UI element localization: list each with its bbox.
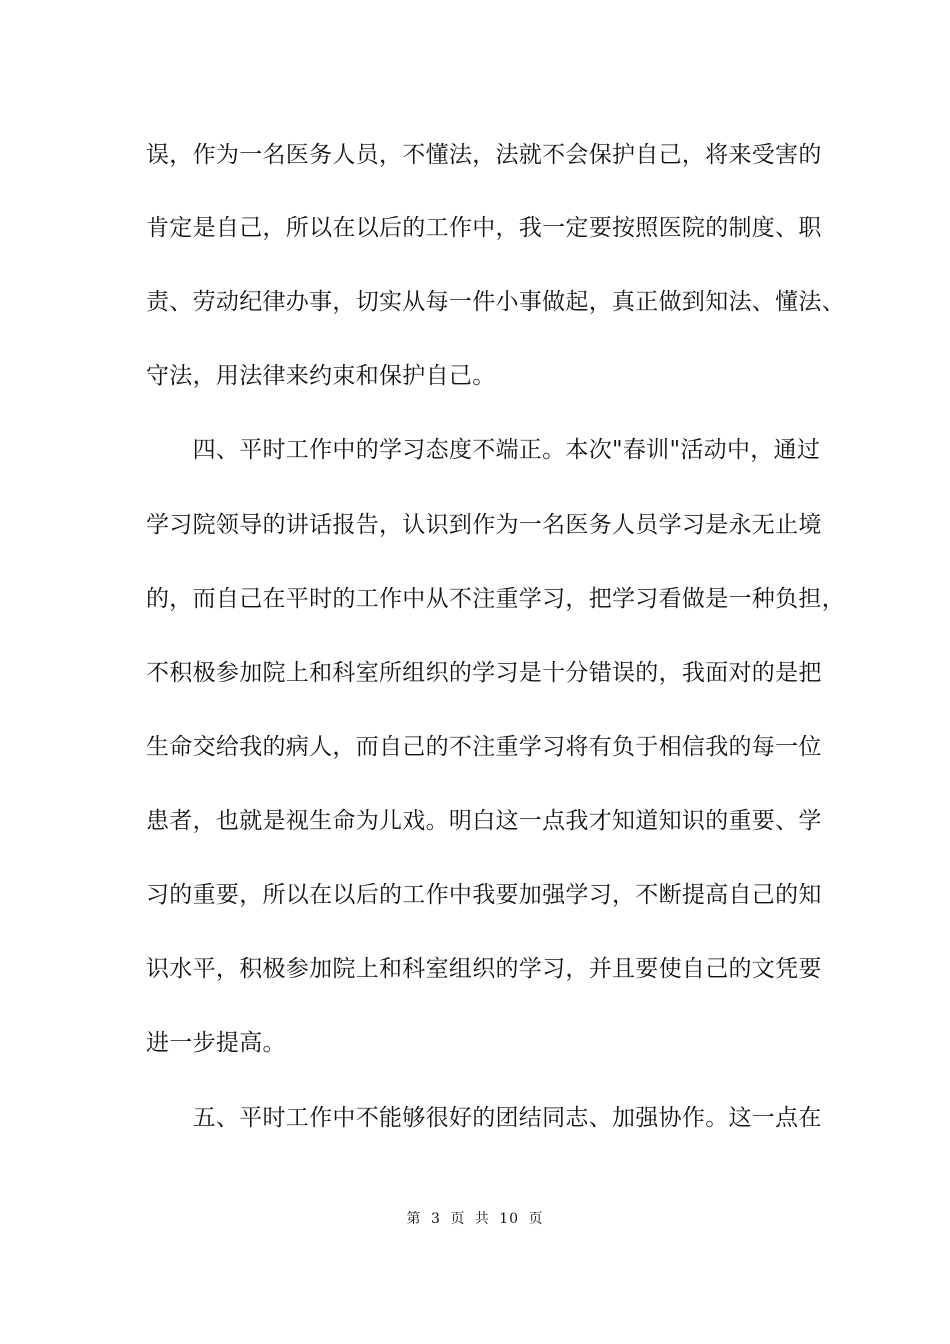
body-line-8: 不积极参加院上和科室所组织的学习是十分错误的，我面对的是把 [146, 660, 822, 686]
body-line-6: 学习院领导的讲话报告，认识到作为一名医务人员学习是永无止境 [146, 512, 822, 538]
body-line-14: 五、平时工作中不能够很好的团结同志、加强协作。这一点在 [146, 1105, 822, 1131]
body-line-3: 责、劳动纪律办事，切实从每一件小事做起，真正做到知法、懂法、 [146, 289, 845, 315]
body-line-10: 患者，也就是视生命为儿戏。明白这一点我才知道知识的重要、学 [146, 808, 822, 834]
page-prefix: 第 [406, 1211, 422, 1227]
page-unit: 页 [450, 1211, 466, 1227]
total-prefix: 共 [474, 1211, 490, 1227]
body-line-12: 识水平，积极参加院上和科室组织的学习，并且要使自己的文凭要 [146, 956, 822, 982]
body-line-5: 四、平时工作中的学习态度不端正。本次"春训"活动中，通过 [146, 437, 821, 463]
total-unit: 页 [528, 1211, 544, 1227]
body-line-2: 肯定是自己，所以在以后的工作中，我一定要按照医院的制度、职 [146, 215, 822, 241]
total-pages-number: 10 [499, 1211, 520, 1227]
body-line-4: 守法，用法律来约束和保护自己。 [146, 363, 496, 389]
body-line-9: 生命交给我的病人，而自己的不注重学习将有负于相信我的每一位 [146, 734, 822, 760]
body-line-1: 误，作为一名医务人员，不懂法，法就不会保护自己，将来受害的 [146, 142, 822, 168]
page-footer [0, 1210, 950, 1228]
current-page-number: 3 [430, 1211, 441, 1227]
body-line-7: 的，而自己在平时的工作中从不注重学习，把学习看做是一种负担， [146, 586, 845, 612]
body-line-13: 进一步提高。 [146, 1030, 286, 1056]
body-line-11: 习的重要，所以在以后的工作中我要加强学习，不断提高自己的知 [146, 882, 822, 908]
